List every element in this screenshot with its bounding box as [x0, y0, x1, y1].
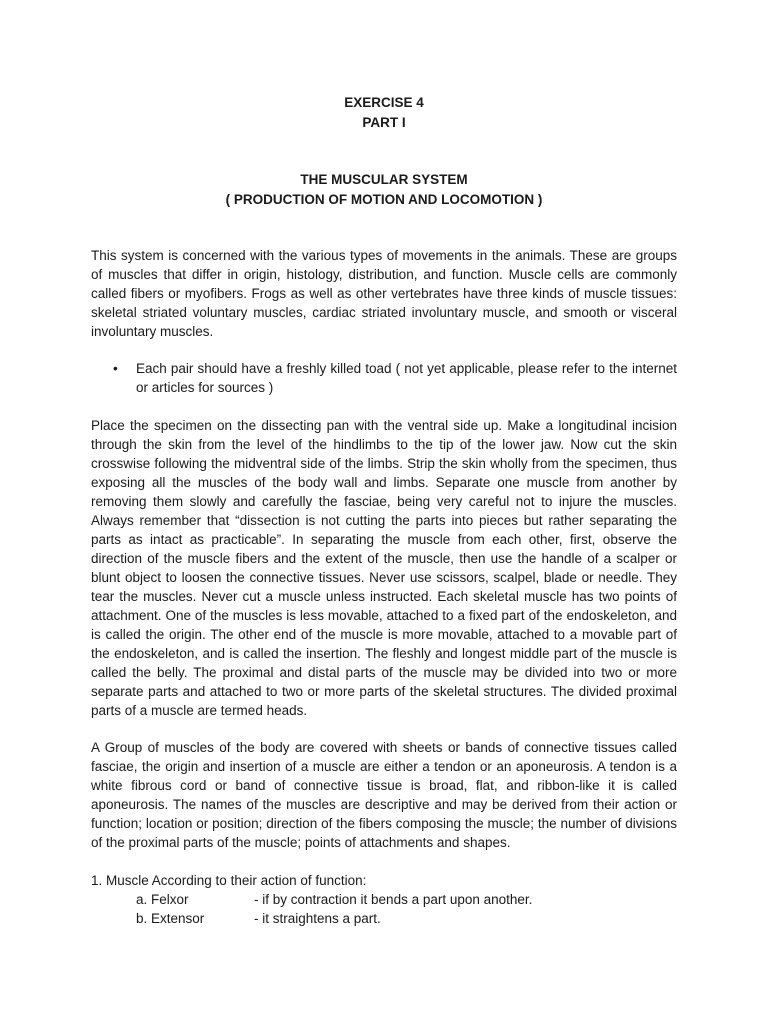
list-heading: 1. Muscle According to their action of function: [91, 873, 367, 888]
bullet-text: Each pair should have a freshly killed toad ( not yet applicable, please refer to the internet or articles for sources ) [136, 361, 677, 395]
list-item-term: a. Felxor [136, 892, 189, 907]
document-subtitle: ( PRODUCTION OF MOTION AND LOCOMOTION ) [225, 192, 543, 207]
list-item [136, 909, 381, 928]
bullet-icon: • [113, 361, 118, 376]
fasciae-paragraph: A Group of muscles of the body are covered with sheets or bands of connective tissues called fasciae, the origin and insertion of a muscle are either a tendon or an aponeurosis. A tendon is a white fibrous cord or band of connective tissue is broad, flat, and ribbon-like it is called aponeurosis. The names of the muscles are descriptive and may be derived from their action or function; location or position; direction of the fibers composing the muscle; the number of divisions of the proximal parts of the muscle; points of attachments and shapes. [91, 740, 677, 850]
procedure-paragraph: Place the specimen on the dissecting pan with the ventral side up. Make a longitudinal incision through the skin from the level of the hindlimbs to the tip of the lower jaw. Now cut the skin crosswise following the midventral side of the limbs. Strip the skin wholly from the specimen, thus exposing all the muscles of the body wall and limbs. Separate one muscle from another by removing them slowly and carefully the fasciae, being very careful not to injure the muscles. Always remember that “dissection is not cutting the parts into pieces but rather separating the parts as intact as practicable”. In separating the muscle from each other, first, observe the direction of the muscle fibers and the extent of the muscle, then use the handle of a scalper or blunt object to loosen the connective tissues. Never use scissors, scalpel, blade or needle. They tear the muscles. Never cut a muscle unless instructed. Each skeletal muscle has two points of attachment. One of the muscles is less movable, attached to a fixed part of the endoskeleton, and is called the origin. The other end of the muscle is more movable, attached to a movable part of the endoskeleton, and is called the insertion. The fleshly and longest middle part of the muscle is called the belly. The proximal and distal parts of the muscle may be divided into two or more separate parts and attached to two or more parts of the skeletal structures. The divided proximal parts of a muscle are termed heads. [91, 418, 677, 718]
list-item-desc: - it straightens a part. [254, 911, 381, 926]
intro-paragraph: This system is concerned with the various types of movements in the animals. These are groups of muscles that differ in origin, histology, distribution, and function. Muscle cells are commonly called fibers or myofibers. Frogs as well as other vertebrates have three kinds of muscle tissues: skeletal striated voluntary muscles, cardiac striated involuntary muscle, and smooth or visceral involuntary muscles. [91, 248, 677, 339]
list-item-term: b. Extensor [136, 911, 205, 926]
part-heading: PART I [362, 115, 406, 130]
list-item-desc: - if by contraction it bends a part upon another. [254, 892, 533, 907]
exercise-heading: EXERCISE 4 [344, 95, 424, 110]
document-title: THE MUSCULAR SYSTEM [300, 172, 468, 187]
list-item [136, 890, 532, 909]
